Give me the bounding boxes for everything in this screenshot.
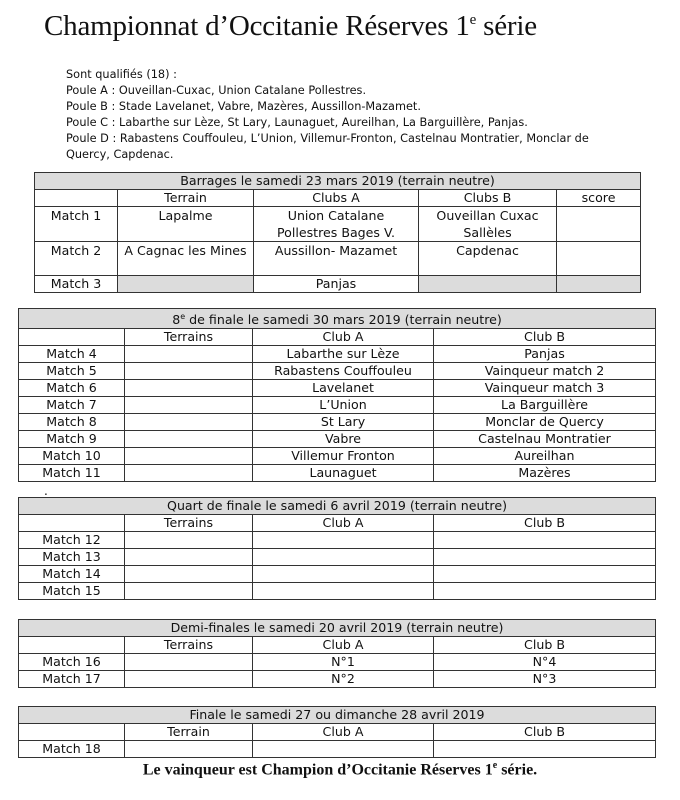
table-row: Match 5 Rabastens Couffouleu Vainqueur match 2: [19, 363, 656, 380]
header-cell: Terrain: [125, 724, 253, 741]
header-cell: [19, 724, 125, 741]
barrages-table: [34, 172, 641, 293]
qualified-line: Quercy, Capdenac.: [66, 148, 174, 161]
qualified-line: Poule C : Labarthe sur Lèze, St Lary, Launaguet, Aureilhan, La Barguillère, Panjas.: [66, 116, 528, 129]
header-cell: [19, 515, 125, 532]
table-row: Match 16 N°1 N°4: [19, 654, 656, 671]
footer-note: Le vainqueur est Champion d’Occitanie Réserves 1e série.: [142, 760, 538, 779]
table-row: Match 17 N°2 N°3: [19, 671, 656, 688]
table-row: Match 7 L’Union La Barguillère: [19, 397, 656, 414]
stray-dot: .: [44, 484, 48, 498]
header-cell: Clubs A: [254, 190, 419, 207]
header-cell: Club B: [434, 724, 656, 741]
header-cell: Terrains: [125, 637, 253, 654]
table-row: Match 10 Villemur Fronton Aureilhan: [19, 448, 656, 465]
table-row: Match 13: [19, 549, 656, 566]
header-cell: Terrains: [125, 515, 253, 532]
table-row: Match 18: [19, 741, 656, 758]
barrages-title: Barrages le samedi 23 mars 2019 (terrain neutre): [35, 173, 641, 190]
table-row: Match 11 Launaguet Mazères: [19, 465, 656, 482]
table-row: Match 2 A Cagnac les Mines Aussillon- Mazamet Capdenac: [35, 242, 641, 276]
header-cell: Club B: [434, 637, 656, 654]
qualified-list: [66, 67, 626, 163]
table-row: Match 9 Vabre Castelnau Montratier: [19, 431, 656, 448]
header-cell: Club A: [253, 637, 434, 654]
header-cell: Club A: [253, 515, 434, 532]
header-cell: Clubs B: [419, 190, 557, 207]
header-cell: Club A: [253, 329, 434, 346]
demis-table: [18, 619, 656, 688]
demis-title: Demi-finales le samedi 20 avril 2019 (terrain neutre): [19, 620, 656, 637]
qualified-line: Poule D : Rabastens Couffouleu, L’Union, Villemur-Fronton, Castelnau Montratier, Monclar de: [66, 132, 589, 145]
quarts-title: Quart de finale le samedi 6 avril 2019 (terrain neutre): [19, 498, 656, 515]
finale-table: [18, 706, 656, 758]
quarts-table: [18, 497, 656, 600]
header-cell: [35, 190, 118, 207]
table-row: Match 12: [19, 532, 656, 549]
header-cell: [19, 637, 125, 654]
table-row: Match 1 Lapalme Union Catalane Pollestres Bages V. Ouveillan Cuxac Sallèles: [35, 207, 641, 242]
table-row: Match 14: [19, 566, 656, 583]
table-row: Match 4 Labarthe sur Lèze Panjas: [19, 346, 656, 363]
qualified-line: Poule A : Ouveillan-Cuxac, Union Catalane Pollestres.: [66, 84, 367, 97]
header-cell: Club B: [434, 515, 656, 532]
header-cell: score: [557, 190, 641, 207]
table-row: Match 6 Lavelanet Vainqueur match 3: [19, 380, 656, 397]
header-cell: Terrain: [118, 190, 254, 207]
huitiemes-table: [18, 308, 656, 482]
header-cell: Club A: [253, 724, 434, 741]
huitiemes-title: 8e de finale le samedi 30 mars 2019 (terrain neutre): [19, 309, 656, 329]
table-row: Match 3 Panjas: [35, 276, 641, 293]
table-row: Match 15: [19, 583, 656, 600]
page-title: Championnat d’Occitanie Réserves 1e série: [44, 10, 537, 42]
header-cell: Terrains: [125, 329, 253, 346]
header-cell: Club B: [434, 329, 656, 346]
qualified-heading: Sont qualifiés (18) :: [66, 68, 177, 81]
header-cell: [19, 329, 125, 346]
finale-title: Finale le samedi 27 ou dimanche 28 avril 2019: [19, 707, 656, 724]
table-row: Match 8 St Lary Monclar de Quercy: [19, 414, 656, 431]
qualified-line: Poule B : Stade Lavelanet, Vabre, Mazères, Aussillon-Mazamet.: [66, 100, 421, 113]
